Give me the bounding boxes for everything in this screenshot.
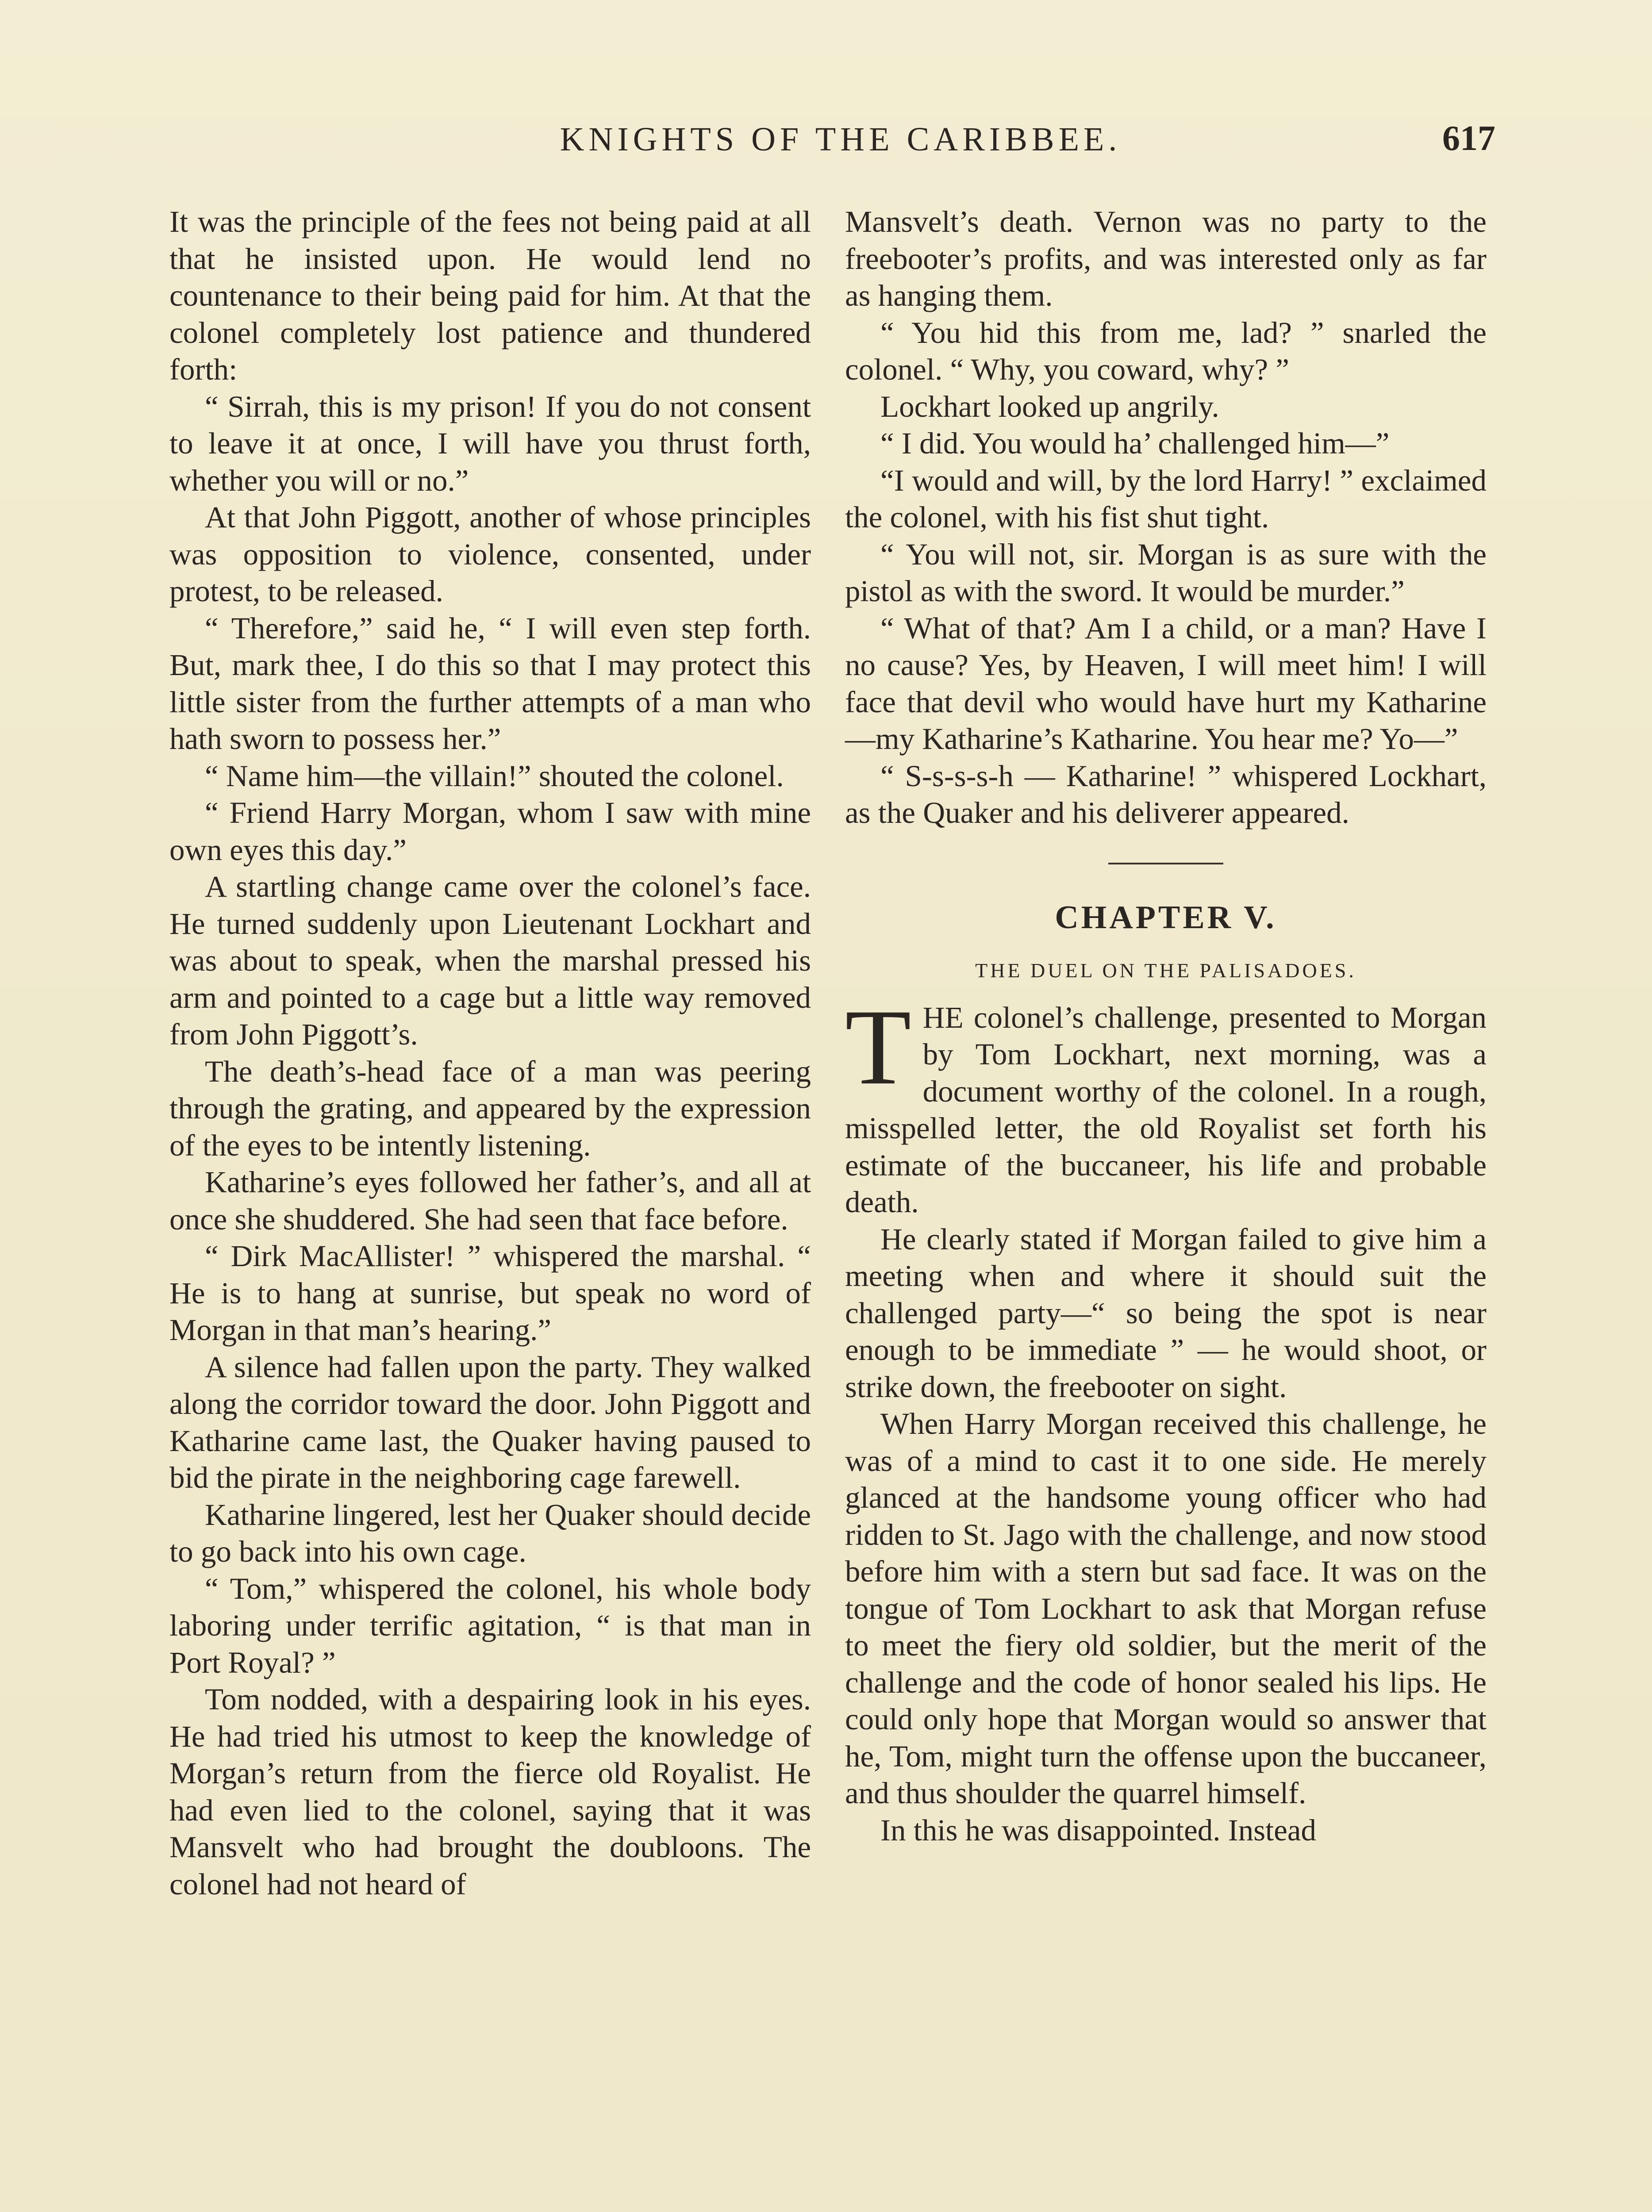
paragraph: A startling change came over the colonel’s face. He turned suddenly upon Lieutenant Lockhart and was about to speak, when the marshal pressed his arm and pointed to a cage but a little way removed from John Piggott’s. bbox=[169, 870, 811, 1051]
paragraph: “ Tom,” whispered the colonel, his whole body laboring under terrific agitation, “ is that man in Port Royal? ” bbox=[169, 1571, 811, 1679]
paragraph: He clearly stated if Morgan failed to give him a meeting when and where it should suit the challenged party—“ so being the spot is near enough to be immediate ” — he would shoot, or strike down, the freebooter on sight. bbox=[845, 1222, 1487, 1404]
paragraph: “ What of that? Am I a child, or a man? Have I no cause? Yes, by Heaven, I will meet him! I will face that devil who would have hurt my Katharine—my Katharine’s Katharine. You hear me? Yo—” bbox=[845, 611, 1487, 756]
paragraph: “ You hid this from me, lad? ” snarled the colonel. “ Why, you coward, why? ” bbox=[845, 315, 1487, 386]
paragraph: At that John Piggott, another of whose principles was opposition to violence, consented, under protest, to be released. bbox=[169, 500, 811, 608]
paragraph: “ Dirk MacAllister! ” whispered the marshal. “ He is to hang at sunrise, but speak no word of Morgan in that man’s hearing.” bbox=[169, 1239, 811, 1347]
paragraph: Mansvelt’s death. Vernon was no party to the freebooter’s profits, and was interested only as far as hanging them. bbox=[845, 205, 1487, 312]
chapter-subtitle: THE DUEL ON THE PALISADOES. bbox=[975, 959, 1356, 982]
running-title: KNIGHTS OF THE CARIBBEE. bbox=[560, 121, 1122, 158]
right-column bbox=[845, 204, 1487, 1849]
paragraph: Tom nodded, with a despairing look in his eyes. He had tried his utmost to keep the knowledge of Morgan’s return from the fierce old Royalist. He had even lied to the colonel, saying that it was Mansvelt who had brought the doubloons. The colonel had not heard of bbox=[169, 1682, 811, 1901]
left-column bbox=[169, 204, 811, 1903]
paragraph: “ I did. You would ha’ challenged him—” bbox=[880, 426, 1390, 460]
chapter-opening-paragraph bbox=[845, 987, 1487, 1221]
paragraph: A silence had fallen upon the party. They walked along the corridor toward the door. John Piggott and Katharine came last, the Quaker having paused to bid the pirate in the neighboring cage farewell. bbox=[169, 1350, 811, 1494]
opening-text: HE colonel’s challenge, presented to Morgan by Tom Lockhart, next morning, was a document worthy of the colonel. In a rough, misspelled letter, the old Royalist set forth his estimate of the buccaneer, his life and probable death. bbox=[845, 1000, 1487, 1219]
paragraph: It was the principle of the fees not being paid at all that he insisted upon. He would lend no countenance to their being paid for him. At that the colonel completely lost patience and thundered forth: bbox=[169, 205, 811, 386]
paragraph: “I would and will, by the lord Harry! ” exclaimed the colonel, with his fist shut tight. bbox=[845, 463, 1487, 534]
paragraph: “ Name him—the villain!” shouted the colonel. bbox=[205, 759, 784, 793]
paragraph: “ You will not, sir. Morgan is as sure with the pistol as with the sword. It would be murder.” bbox=[845, 537, 1487, 608]
paragraph: In this he was disappointed. Instead bbox=[880, 1813, 1316, 1847]
paragraph: “ Sirrah, this is my prison! If you do not consent to leave it at once, I will have you thrust forth, whether you will or no.” bbox=[169, 389, 811, 497]
paragraph: Katharine lingered, lest her Quaker should decide to go back into his own cage. bbox=[169, 1498, 811, 1568]
section-divider bbox=[1108, 863, 1223, 864]
page-number: 617 bbox=[1442, 119, 1495, 158]
paragraph: Lockhart looked up angrily. bbox=[880, 389, 1219, 423]
paragraph: The death’s-head face of a man was peering through the grating, and appeared by the expression of the eyes to be intently listening. bbox=[169, 1054, 811, 1162]
paragraph: When Harry Morgan received this challenge, he was of a mind to cast it to one side. He merely glanced at the handsome young officer who had ridden to St. Jago with the challenge, and now stood before him with a stern but sad face. It was on the tongue of Tom Lockhart to ask that Morgan refuse to meet the fiery old soldier, but the merit of the challenge and the code of honor sealed his lips. He could only hope that Morgan would so answer that he, Tom, might turn the offense upon the buccaneer, and thus shoulder the quarrel himself. bbox=[845, 1407, 1487, 1810]
paragraph: “ Therefore,” said he, “ I will even step forth. But, mark thee, I do this so that I may protect this little sister from the further attempts of a man who hath sworn to possess her.” bbox=[169, 611, 811, 756]
paragraph: Katharine’s eyes followed her father’s, and all at once she shuddered. She had seen that face before. bbox=[169, 1165, 811, 1236]
paragraph: “ S-s-s-s-h — Katharine! ” whispered Lockhart, as the Quaker and his deliverer appeared. bbox=[845, 759, 1487, 830]
drop-cap: T bbox=[845, 987, 911, 1107]
paragraph: “ Friend Harry Morgan, whom I saw with mine own eyes this day.” bbox=[169, 796, 811, 867]
chapter-title: CHAPTER V. bbox=[1055, 899, 1277, 936]
